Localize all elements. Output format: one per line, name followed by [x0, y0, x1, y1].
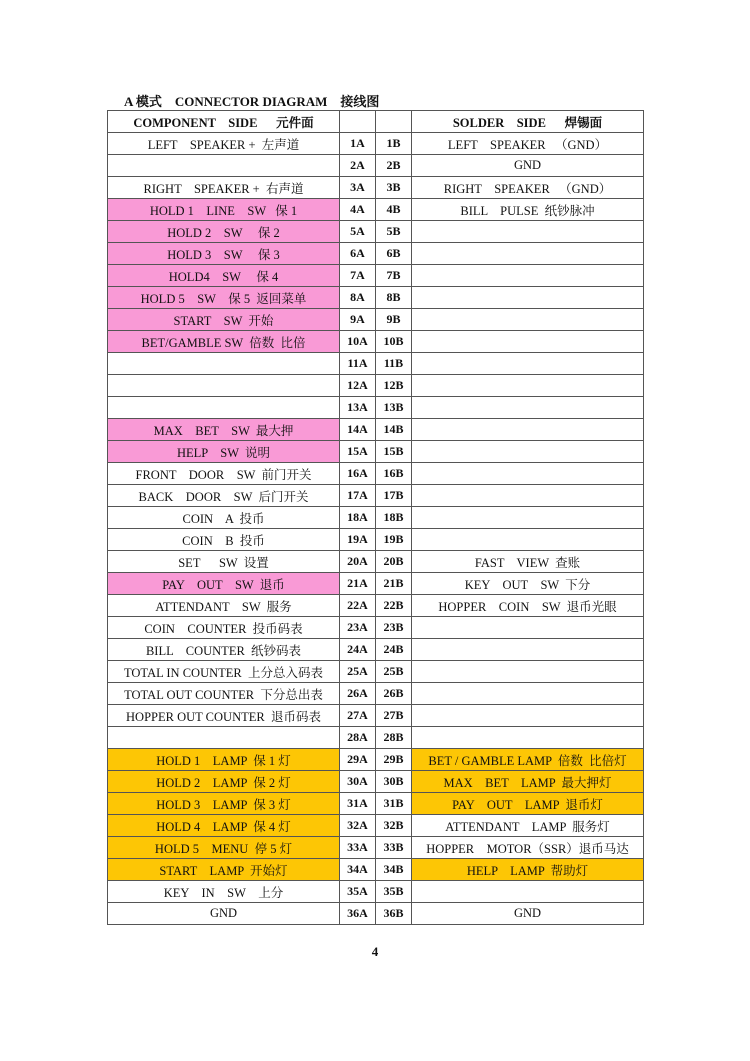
pin-b-cell: 33B	[376, 837, 412, 859]
component-side-cell	[108, 397, 340, 419]
solder-side-header: SOLDER SIDE 焊锡面	[412, 111, 644, 133]
table-row	[108, 639, 644, 661]
pin-a-cell: 18A	[340, 507, 376, 529]
solder-side-cell	[412, 639, 644, 661]
table-row	[108, 705, 644, 727]
component-side-cell: BACK DOOR SW 后门开关	[108, 485, 340, 507]
pin-a-cell: 11A	[340, 353, 376, 375]
pin-b-cell: 12B	[376, 375, 412, 397]
component-side-cell: HELP SW 说明	[108, 441, 340, 463]
solder-side-cell	[412, 353, 644, 375]
component-side-cell: START LAMP 开始灯	[108, 859, 340, 881]
pin-a-cell: 7A	[340, 265, 376, 287]
pin-b-cell: 27B	[376, 705, 412, 727]
pin-b-cell: 14B	[376, 419, 412, 441]
solder-side-cell: HOPPER COIN SW 退币光眼	[412, 595, 644, 617]
pin-b-cell: 29B	[376, 749, 412, 771]
solder-side-cell	[412, 419, 644, 441]
solder-side-cell	[412, 705, 644, 727]
pin-a-cell: 1A	[340, 133, 376, 155]
component-side-cell	[108, 353, 340, 375]
pin-b-cell: 22B	[376, 595, 412, 617]
pin-a-cell: 29A	[340, 749, 376, 771]
pin-b-cell: 2B	[376, 155, 412, 177]
component-side-cell: HOLD 1 LAMP 保 1 灯	[108, 749, 340, 771]
pin-b-cell: 1B	[376, 133, 412, 155]
component-side-cell: GND	[108, 903, 340, 925]
component-side-cell: HOLD 4 LAMP 保 4 灯	[108, 815, 340, 837]
component-side-cell: HOLD 3 LAMP 保 3 灯	[108, 793, 340, 815]
table-row	[108, 837, 644, 859]
solder-side-cell: HOPPER MOTOR（SSR）退币马达	[412, 837, 644, 859]
pin-a-cell: 20A	[340, 551, 376, 573]
diagram-title: A 模式 CONNECTOR DIAGRAM 接线图	[124, 94, 380, 109]
solder-side-cell	[412, 727, 644, 749]
solder-side-cell	[412, 507, 644, 529]
solder-side-cell	[412, 881, 644, 903]
component-side-cell: MAX BET SW 最大押	[108, 419, 340, 441]
table-row	[108, 881, 644, 903]
pin-a-cell: 4A	[340, 199, 376, 221]
solder-side-cell: BET / GAMBLE LAMP 倍数 比倍灯	[412, 749, 644, 771]
table-row	[108, 375, 644, 397]
solder-side-cell: LEFT SPEAKER （GND）	[412, 133, 644, 155]
table-row	[108, 683, 644, 705]
pin-a-cell: 23A	[340, 617, 376, 639]
table-row	[108, 353, 644, 375]
pin-b-cell: 4B	[376, 199, 412, 221]
pin-b-cell: 30B	[376, 771, 412, 793]
component-side-cell: HOLD 5 MENU 停 5 灯	[108, 837, 340, 859]
pin-a-cell: 33A	[340, 837, 376, 859]
component-side-cell: TOTAL IN COUNTER 上分总入码表	[108, 661, 340, 683]
solder-side-cell: GND	[412, 155, 644, 177]
table-row	[108, 617, 644, 639]
component-side-cell: BET/GAMBLE SW 倍数 比倍	[108, 331, 340, 353]
pin-b-cell: 23B	[376, 617, 412, 639]
pin-a-cell: 9A	[340, 309, 376, 331]
solder-side-cell	[412, 463, 644, 485]
pin-a-cell: 30A	[340, 771, 376, 793]
pin-a-cell: 31A	[340, 793, 376, 815]
table-row	[108, 859, 644, 881]
component-side-cell: START SW 开始	[108, 309, 340, 331]
pin-b-cell: 9B	[376, 309, 412, 331]
solder-side-cell	[412, 265, 644, 287]
solder-side-cell	[412, 221, 644, 243]
component-side-cell: PAY OUT SW 退币	[108, 573, 340, 595]
pin-b-cell: 31B	[376, 793, 412, 815]
pin-b-cell: 13B	[376, 397, 412, 419]
pin-a-cell: 16A	[340, 463, 376, 485]
pin-a-cell: 28A	[340, 727, 376, 749]
pin-a-cell: 22A	[340, 595, 376, 617]
solder-side-cell: FAST VIEW 查账	[412, 551, 644, 573]
table-row	[108, 177, 644, 199]
table-row	[108, 551, 644, 573]
table-row	[108, 771, 644, 793]
pin-a-cell: 26A	[340, 683, 376, 705]
pin-b-cell: 8B	[376, 287, 412, 309]
pin-a-cell: 13A	[340, 397, 376, 419]
solder-side-cell	[412, 309, 644, 331]
table-row	[108, 529, 644, 551]
table-row	[108, 397, 644, 419]
pin-b-cell: 19B	[376, 529, 412, 551]
table-row	[108, 727, 644, 749]
solder-side-cell	[412, 617, 644, 639]
solder-side-cell: RIGHT SPEAKER （GND）	[412, 177, 644, 199]
solder-side-cell: MAX BET LAMP 最大押灯	[412, 771, 644, 793]
component-side-cell	[108, 375, 340, 397]
pin-b-cell: 3B	[376, 177, 412, 199]
pin-b-cell: 32B	[376, 815, 412, 837]
pin-b-cell: 18B	[376, 507, 412, 529]
pin-a-cell: 24A	[340, 639, 376, 661]
component-side-cell: COIN B 投币	[108, 529, 340, 551]
solder-side-cell: KEY OUT SW 下分	[412, 573, 644, 595]
solder-side-cell: HELP LAMP 帮助灯	[412, 859, 644, 881]
pin-b-cell: 15B	[376, 441, 412, 463]
component-side-cell	[108, 155, 340, 177]
solder-side-cell	[412, 661, 644, 683]
solder-side-cell: GND	[412, 903, 644, 925]
pin-a-cell: 5A	[340, 221, 376, 243]
table-row	[108, 309, 644, 331]
table-row	[108, 287, 644, 309]
pin-a-cell: 8A	[340, 287, 376, 309]
pin-a-cell: 34A	[340, 859, 376, 881]
table-row	[108, 485, 644, 507]
component-side-cell: TOTAL OUT COUNTER 下分总出表	[108, 683, 340, 705]
pin-a-cell: 21A	[340, 573, 376, 595]
table-row	[108, 463, 644, 485]
table-header-row	[108, 111, 644, 133]
component-side-header: COMPONENT SIDE 元件面	[108, 111, 340, 133]
table-row	[108, 331, 644, 353]
solder-side-cell	[412, 529, 644, 551]
table-row	[108, 243, 644, 265]
table-row	[108, 155, 644, 177]
table-row	[108, 265, 644, 287]
component-side-cell: HOLD 2 SW 保 2	[108, 221, 340, 243]
table-row	[108, 661, 644, 683]
pin-a-cell: 19A	[340, 529, 376, 551]
pin-a-cell: 2A	[340, 155, 376, 177]
pin-a-cell: 3A	[340, 177, 376, 199]
header-blank-a	[340, 111, 376, 133]
table-row	[108, 793, 644, 815]
component-side-cell: SET SW 设置	[108, 551, 340, 573]
pin-b-cell: 35B	[376, 881, 412, 903]
component-side-cell: KEY IN SW 上分	[108, 881, 340, 903]
pin-b-cell: 6B	[376, 243, 412, 265]
pin-b-cell: 36B	[376, 903, 412, 925]
solder-side-cell	[412, 441, 644, 463]
pin-b-cell: 11B	[376, 353, 412, 375]
component-side-cell: COIN COUNTER 投币码表	[108, 617, 340, 639]
pin-a-cell: 15A	[340, 441, 376, 463]
pin-b-cell: 17B	[376, 485, 412, 507]
component-side-cell	[108, 727, 340, 749]
table-row	[108, 507, 644, 529]
pin-a-cell: 10A	[340, 331, 376, 353]
component-side-cell: RIGHT SPEAKER + 右声道	[108, 177, 340, 199]
component-side-cell: ATTENDANT SW 服务	[108, 595, 340, 617]
pin-a-cell: 14A	[340, 419, 376, 441]
pin-a-cell: 6A	[340, 243, 376, 265]
component-side-cell: BILL COUNTER 纸钞码表	[108, 639, 340, 661]
component-side-cell: HOLD4 SW 保 4	[108, 265, 340, 287]
table-row	[108, 595, 644, 617]
component-side-cell: HOLD 3 SW 保 3	[108, 243, 340, 265]
table-row	[108, 815, 644, 837]
pin-a-cell: 36A	[340, 903, 376, 925]
component-side-cell: HOLD 1 LINE SW 保 1	[108, 199, 340, 221]
pin-a-cell: 17A	[340, 485, 376, 507]
pin-a-cell: 35A	[340, 881, 376, 903]
component-side-cell: HOLD 2 LAMP 保 2 灯	[108, 771, 340, 793]
component-side-cell: HOPPER OUT COUNTER 退币码表	[108, 705, 340, 727]
component-side-cell: FRONT DOOR SW 前门开关	[108, 463, 340, 485]
pin-b-cell: 16B	[376, 463, 412, 485]
solder-side-cell	[412, 485, 644, 507]
component-side-cell: HOLD 5 SW 保 5 返回菜单	[108, 287, 340, 309]
table-row	[108, 441, 644, 463]
table-row	[108, 199, 644, 221]
pin-b-cell: 28B	[376, 727, 412, 749]
pin-a-cell: 32A	[340, 815, 376, 837]
solder-side-cell	[412, 287, 644, 309]
table-row	[108, 903, 644, 925]
pin-b-cell: 34B	[376, 859, 412, 881]
pin-b-cell: 25B	[376, 661, 412, 683]
solder-side-cell	[412, 331, 644, 353]
pin-b-cell: 24B	[376, 639, 412, 661]
pin-b-cell: 20B	[376, 551, 412, 573]
solder-side-cell	[412, 683, 644, 705]
solder-side-cell: PAY OUT LAMP 退币灯	[412, 793, 644, 815]
table-row	[108, 221, 644, 243]
component-side-cell: LEFT SPEAKER + 左声道	[108, 133, 340, 155]
pin-b-cell: 5B	[376, 221, 412, 243]
connector-table	[107, 110, 644, 925]
pin-b-cell: 26B	[376, 683, 412, 705]
pin-a-cell: 27A	[340, 705, 376, 727]
pin-b-cell: 10B	[376, 331, 412, 353]
solder-side-cell: ATTENDANT LAMP 服务灯	[412, 815, 644, 837]
table-row	[108, 573, 644, 595]
solder-side-cell: BILL PULSE 纸钞脉冲	[412, 199, 644, 221]
table-row	[108, 419, 644, 441]
page-number: 4	[371, 944, 379, 959]
component-side-cell: COIN A 投币	[108, 507, 340, 529]
pin-b-cell: 21B	[376, 573, 412, 595]
table-row	[108, 133, 644, 155]
solder-side-cell	[412, 397, 644, 419]
solder-side-cell	[412, 243, 644, 265]
pin-a-cell: 12A	[340, 375, 376, 397]
header-blank-b	[376, 111, 412, 133]
pin-b-cell: 7B	[376, 265, 412, 287]
pin-a-cell: 25A	[340, 661, 376, 683]
table-row	[108, 749, 644, 771]
solder-side-cell	[412, 375, 644, 397]
